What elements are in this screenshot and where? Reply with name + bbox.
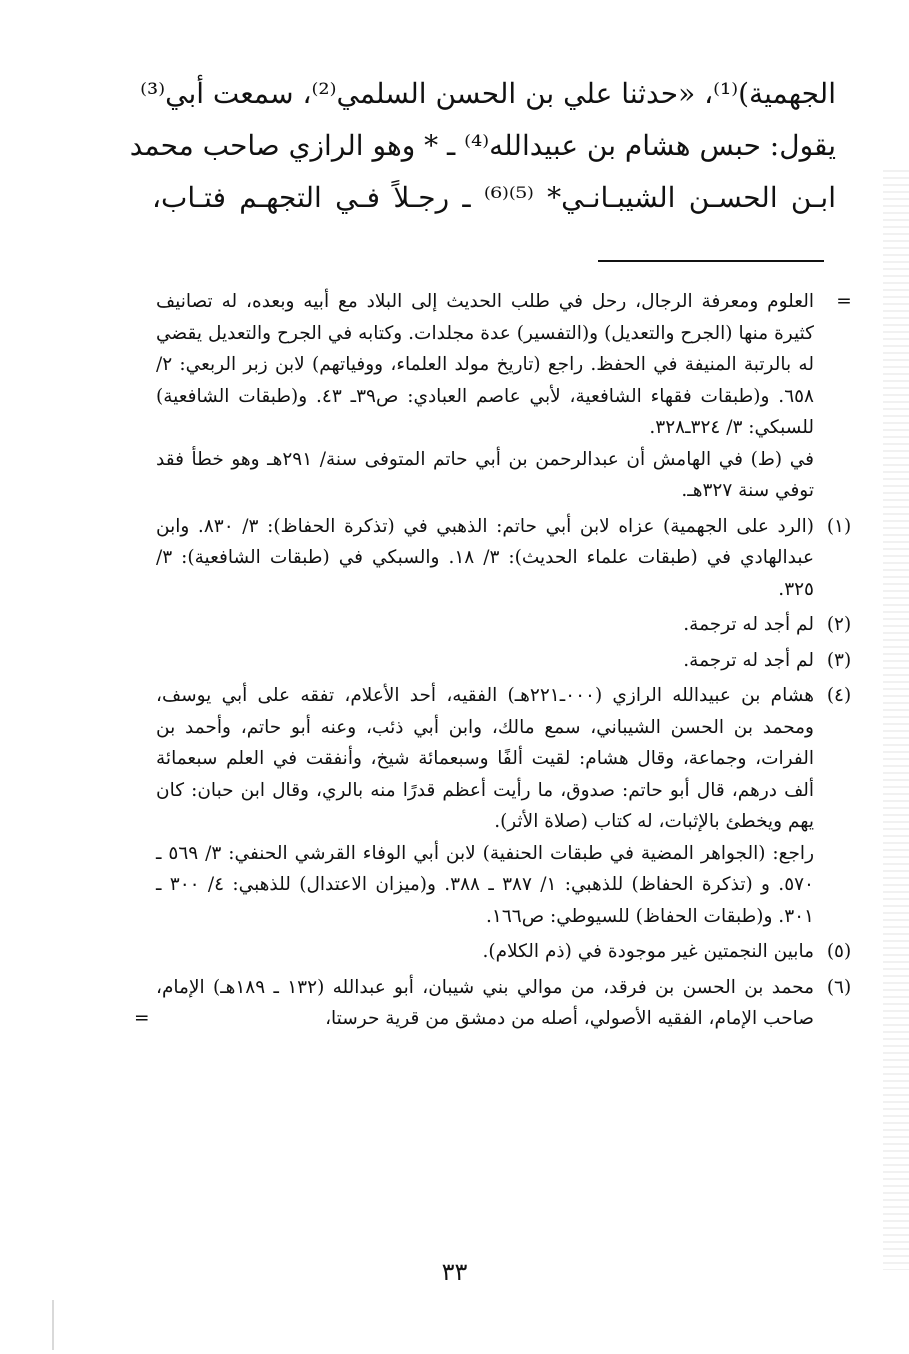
footnote-paragraph: مابين النجمتين غير موجودة في (ذم الكلام).: [482, 941, 814, 962]
footnote-paragraph: راجع: (الجواهر المضية في طبقات الحنفية) لابن أبي الوفاء القرشي الحنفي: ٣/ ٥٦٩ ـ ٥٧٠. و (تذكرة الحفاظ) للذهبي: ١/ ٣٨٧ ـ ٣٨٨. و(ميزان الاعتدال) للذهبي: ٤/ ٣٠٠ ـ ٣٠١. و(طبقات الحفاظ) للسيوطي: ص١٦٦.: [156, 842, 815, 927]
footnote-paragraph: العلوم ومعرفة الرجال، رحل في طلب الحديث إلى البلاد مع أبيه وبعده، له تصانيف كثيرة منها (الجرح والتعديل) و(التفسير) عدة مجلدات. وكتابه في الجرح والتعديل يقضي له بالرتبة المنيفة في الحفظ. راجع (تاريخ مولد العلماء، ووفياتهم) لابن زبر الربعي: ٢/ ٦٥٨. و(طبقات فقهاء الشافعية، لأبي عاصم العبادي: ص٣٩ـ ٤٣. و(طبقات الشافعية) للسبكي: ٣/ ٣٢٤ـ٣٢٨.: [156, 291, 814, 438]
footnote-paragraph: في (ط) في الهامش أن عبدالرحمن بن أبي حاتم المتوفى سنة/ ٢٩١هـ وهو خطأ فقد توفي سنة ٣٢٧هـ.: [156, 448, 814, 501]
footnote-paragraph: محمد بن الحسن بن فرقد، من موالي بني شيبان، أبو عبدالله (١٣٢ ـ ١٨٩هـ) الإمام، صاحب الإمام، الفقيه الأصولي، أصله من دمشق من قرية حرستا،: [156, 976, 815, 1029]
footnote-paragraph: لم أجد له ترجمة.: [683, 649, 814, 671]
footnote-number: (٢): [826, 614, 852, 635]
footnote-4: [156, 680, 856, 932]
footnote-number: (٣): [826, 649, 852, 671]
footnote-6: [134, 972, 856, 1035]
footnote-1: [156, 511, 856, 606]
continued-footnote: [156, 286, 856, 507]
footnote-number: (١): [826, 515, 852, 537]
footnote-paragraph: هشام بن عبيدالله الرازي (٠٠٠ـ٢٢١هـ) الفقيه، أحد الأعلام، تفقه على أبي يوسف، ومحمد بن الحسن الشيباني، سمع مالك، وابن أبي ذئب، وعنه أبو حاتم، وأحمد بن الفرات، وجماعة، وقال هشام: لقيت ألفًا وسبعمائة شيخ، وأنفقت في العلم سبعمائة ألف درهم، قال أبو حاتم: صدوق، ما رأيت أعظم قدرًا منه بالري، وقال ابن حبان: كان يهم ويخطئ بالإثبات، له كتاب (صلاة الأثر).: [156, 685, 814, 832]
scan-edge-shadow: [883, 170, 909, 1270]
footnote-number: (٦): [826, 976, 852, 998]
footnote-2: [156, 609, 856, 641]
main-text-line: الجهمية)⁽¹⁾، «حدثنا علي بن الحسن السلمي⁽²⁾، سمعت أبي⁽³⁾: [140, 77, 836, 110]
footnote-paragraph: (الرد على الجهمية) عزاه لابن أبي حاتم: الذهبي في (تذكرة الحفاظ): ٣/ ٨٣٠. وابن عبدالهادي في (طبقات علماء الحديث): ٣/ ١٨. والسبكي في (طبقات الشافعية): ٣/ ٣٢٥.: [156, 515, 814, 600]
footnote-5: [156, 936, 856, 968]
footnote-number: (٥): [826, 941, 852, 962]
footnote-3: [156, 645, 856, 677]
footnotes-section: [134, 286, 856, 1039]
continues-next-page-mark: =: [134, 1008, 150, 1029]
footnote-divider: [598, 260, 824, 262]
main-text: [129, 68, 836, 224]
main-text-line: يقول: حبس هشام بن عبيدالله⁽⁴⁾ ـ * وهو الرازي صاحب محمد: [129, 129, 836, 162]
footnote-paragraph: لم أجد له ترجمة.: [683, 614, 814, 635]
main-text-line: ابـن الحسـن الشيبـانـي* ⁽⁵⁾⁽⁶⁾ ـ رجـلاً فـي التجهـم فتـاب،: [152, 181, 836, 214]
scan-edge-mark: [52, 1300, 54, 1350]
page-number: ٣٣: [441, 1258, 468, 1286]
continuation-mark: =: [836, 291, 852, 312]
footnote-number: (٤): [826, 685, 852, 706]
